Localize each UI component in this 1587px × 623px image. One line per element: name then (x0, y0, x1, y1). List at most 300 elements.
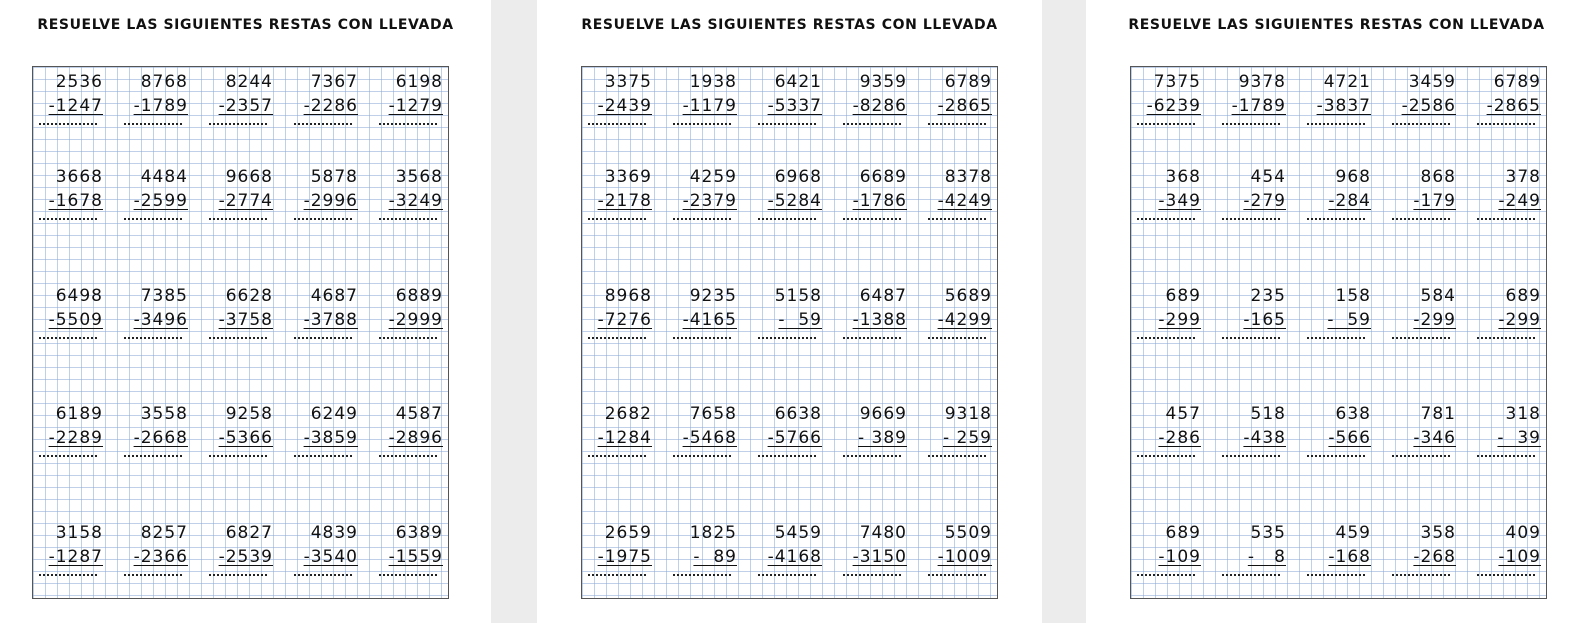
subtraction-problem (1307, 402, 1371, 457)
answer-dotted-line (758, 123, 816, 125)
minuend: 1825 (689, 523, 737, 543)
subtraction-problem (588, 402, 652, 457)
answer-dotted-line (209, 218, 267, 220)
subtrahend: - 8 (1247, 547, 1286, 567)
subtrahend: -168 (1328, 547, 1371, 567)
subtraction-problem (1392, 521, 1456, 576)
subtrahend: -2896 (388, 428, 443, 448)
minuend: 535 (1250, 523, 1286, 543)
minuend: 2536 (55, 72, 103, 92)
page-title: RESUELVE LAS SIGUIENTES RESTAS CON LLEVADA (581, 17, 998, 33)
worksheet-page-1 (0, 0, 491, 623)
minuend: 638 (1335, 404, 1371, 424)
answer-dotted-line (39, 337, 97, 339)
subtraction-problem (1392, 284, 1456, 339)
subtrahend: -286 (1158, 428, 1201, 448)
subtraction-problem (209, 402, 273, 457)
subtrahend: - 259 (943, 428, 992, 448)
minuend: 2682 (604, 404, 652, 424)
subtrahend: -179 (1413, 191, 1456, 211)
subtraction-problem (588, 70, 652, 125)
subtraction-problem (39, 284, 103, 339)
subtrahend: -2178 (597, 191, 652, 211)
answer-dotted-line (209, 123, 267, 125)
worksheet-page-3 (1086, 0, 1587, 623)
subtrahend: -3837 (1316, 96, 1371, 116)
answer-dotted-line (294, 574, 352, 576)
minuend: 4587 (395, 404, 443, 424)
answer-dotted-line (294, 455, 352, 457)
subtrahend: -3540 (303, 547, 358, 567)
subtrahend: - 59 (1327, 310, 1371, 330)
subtrahend: -5509 (48, 310, 103, 330)
answer-dotted-line (1137, 218, 1195, 220)
minuend: 9668 (225, 167, 273, 187)
subtrahend: -5284 (767, 191, 822, 211)
subtraction-problem (1222, 402, 1286, 457)
subtraction-problem (294, 165, 358, 220)
minuend: 9359 (859, 72, 907, 92)
subtrahend: -279 (1243, 191, 1286, 211)
answer-dotted-line (673, 574, 731, 576)
answer-dotted-line (294, 337, 352, 339)
answer-dotted-line (1222, 123, 1280, 125)
minuend: 7658 (689, 404, 737, 424)
subtraction-problem (1307, 165, 1371, 220)
minuend: 409 (1505, 523, 1541, 543)
answer-dotted-line (379, 455, 437, 457)
subtraction-problem (379, 70, 443, 125)
subtrahend: -284 (1328, 191, 1371, 211)
answer-dotted-line (39, 218, 97, 220)
subtrahend: -7276 (597, 310, 652, 330)
minuend: 3375 (604, 72, 652, 92)
subtraction-problem (758, 70, 822, 125)
answer-dotted-line (1137, 123, 1195, 125)
answer-dotted-line (758, 337, 816, 339)
minuend: 4484 (140, 167, 188, 187)
subtrahend: -2865 (937, 96, 992, 116)
subtraction-problem (843, 284, 907, 339)
minuend: 6498 (55, 286, 103, 306)
subtraction-problem (758, 284, 822, 339)
minuend: 1938 (689, 72, 737, 92)
subtrahend: -2996 (303, 191, 358, 211)
subtraction-problem (758, 521, 822, 576)
answer-dotted-line (843, 123, 901, 125)
answer-dotted-line (758, 574, 816, 576)
subtraction-problem (124, 521, 188, 576)
minuend: 6638 (774, 404, 822, 424)
minuend: 4259 (689, 167, 737, 187)
subtrahend: -1388 (852, 310, 907, 330)
subtrahend: -1179 (682, 96, 737, 116)
subtrahend: -8286 (852, 96, 907, 116)
answer-dotted-line (843, 337, 901, 339)
minuend: 5459 (774, 523, 822, 543)
minuend: 689 (1505, 286, 1541, 306)
minuend: 689 (1165, 523, 1201, 543)
minuend: 358 (1420, 523, 1456, 543)
answer-dotted-line (39, 123, 97, 125)
answer-dotted-line (673, 455, 731, 457)
minuend: 6198 (395, 72, 443, 92)
subtrahend: -299 (1498, 310, 1541, 330)
subtrahend: -3859 (303, 428, 358, 448)
subtraction-problem (294, 402, 358, 457)
minuend: 689 (1165, 286, 1201, 306)
subtraction-problem (1222, 70, 1286, 125)
minuend: 6389 (395, 523, 443, 543)
subtraction-problem (209, 284, 273, 339)
subtrahend: -165 (1243, 310, 1286, 330)
subtraction-problem (1477, 70, 1541, 125)
minuend: 7375 (1153, 72, 1201, 92)
subtraction-problem (294, 521, 358, 576)
answer-dotted-line (379, 123, 437, 125)
minuend: 8378 (944, 167, 992, 187)
minuend: 3568 (395, 167, 443, 187)
minuend: 6689 (859, 167, 907, 187)
subtrahend: -6239 (1146, 96, 1201, 116)
subtraction-problem (928, 70, 992, 125)
minuend: 5509 (944, 523, 992, 543)
subtraction-problem (1477, 521, 1541, 576)
minuend: 3459 (1408, 72, 1456, 92)
subtrahend: -268 (1413, 547, 1456, 567)
subtraction-problem (1137, 284, 1201, 339)
answer-dotted-line (294, 218, 352, 220)
subtrahend: -5766 (767, 428, 822, 448)
subtrahend: -3496 (133, 310, 188, 330)
minuend: 6789 (944, 72, 992, 92)
subtrahend: - 39 (1497, 428, 1541, 448)
minuend: 6827 (225, 523, 273, 543)
minuend: 378 (1505, 167, 1541, 187)
subtrahend: -5337 (767, 96, 822, 116)
minuend: 4687 (310, 286, 358, 306)
subtrahend: -5366 (218, 428, 273, 448)
subtrahend: -1559 (388, 547, 443, 567)
page-title: RESUELVE LAS SIGUIENTES RESTAS CON LLEVADA (37, 17, 454, 33)
subtraction-problem (758, 402, 822, 457)
answer-dotted-line (843, 455, 901, 457)
answer-dotted-line (294, 123, 352, 125)
answer-dotted-line (1222, 337, 1280, 339)
minuend: 584 (1420, 286, 1456, 306)
answer-dotted-line (1222, 574, 1280, 576)
subtrahend: -1287 (48, 547, 103, 567)
subtraction-problem (379, 284, 443, 339)
answer-dotted-line (379, 218, 437, 220)
subtraction-problem (39, 165, 103, 220)
minuend: 318 (1505, 404, 1541, 424)
minuend: 781 (1420, 404, 1456, 424)
minuend: 6249 (310, 404, 358, 424)
subtraction-problem (1307, 284, 1371, 339)
answer-dotted-line (209, 337, 267, 339)
subtraction-problem (379, 521, 443, 576)
subtrahend: -2586 (1401, 96, 1456, 116)
subtrahend: -3249 (388, 191, 443, 211)
minuend: 457 (1165, 404, 1201, 424)
subtraction-problem (673, 284, 737, 339)
subtrahend: -5468 (682, 428, 737, 448)
minuend: 6789 (1493, 72, 1541, 92)
answer-dotted-line (673, 123, 731, 125)
subtraction-problem (1222, 165, 1286, 220)
minuend: 368 (1165, 167, 1201, 187)
minuend: 5689 (944, 286, 992, 306)
answer-dotted-line (379, 574, 437, 576)
subtrahend: -2774 (218, 191, 273, 211)
minuend: 518 (1250, 404, 1286, 424)
answer-dotted-line (1477, 218, 1535, 220)
subtrahend: - 89 (693, 547, 737, 567)
subtrahend: -4249 (937, 191, 992, 211)
answer-dotted-line (928, 574, 986, 576)
subtrahend: -2379 (682, 191, 737, 211)
answer-dotted-line (928, 218, 986, 220)
minuend: 3369 (604, 167, 652, 187)
subtraction-problem (209, 165, 273, 220)
subtrahend: -1678 (48, 191, 103, 211)
answer-dotted-line (1222, 455, 1280, 457)
minuend: 6421 (774, 72, 822, 92)
subtrahend: -2357 (218, 96, 273, 116)
minuend: 8968 (604, 286, 652, 306)
subtraction-problem (294, 284, 358, 339)
subtrahend: -1789 (1231, 96, 1286, 116)
minuend: 968 (1335, 167, 1371, 187)
answer-dotted-line (1477, 455, 1535, 457)
worksheet-page-2 (537, 0, 1042, 623)
minuend: 7385 (140, 286, 188, 306)
subtraction-problem (1222, 284, 1286, 339)
subtraction-problem (124, 70, 188, 125)
subtrahend: -1975 (597, 547, 652, 567)
answer-dotted-line (124, 574, 182, 576)
minuend: 8257 (140, 523, 188, 543)
subtraction-problem (673, 70, 737, 125)
subtrahend: -299 (1158, 310, 1201, 330)
answer-dotted-line (928, 123, 986, 125)
minuend: 9669 (859, 404, 907, 424)
subtrahend: -349 (1158, 191, 1201, 211)
subtraction-problem (1137, 521, 1201, 576)
minuend: 6889 (395, 286, 443, 306)
minuend: 158 (1335, 286, 1371, 306)
subtrahend: -1786 (852, 191, 907, 211)
answer-dotted-line (758, 218, 816, 220)
subtraction-problem (124, 165, 188, 220)
subtrahend: -299 (1413, 310, 1456, 330)
subtraction-problem (209, 521, 273, 576)
subtraction-problem (379, 402, 443, 457)
subtraction-problem (673, 521, 737, 576)
subtraction-problem (1392, 70, 1456, 125)
minuend: 6628 (225, 286, 273, 306)
answer-dotted-line (1137, 455, 1195, 457)
graph-paper-grid (32, 66, 449, 599)
subtrahend: -1009 (937, 547, 992, 567)
subtrahend: -1789 (133, 96, 188, 116)
subtraction-problem (39, 70, 103, 125)
answer-dotted-line (124, 218, 182, 220)
subtrahend: -438 (1243, 428, 1286, 448)
graph-paper-grid (581, 66, 998, 599)
subtraction-problem (1392, 402, 1456, 457)
answer-dotted-line (928, 455, 986, 457)
subtraction-problem (843, 402, 907, 457)
subtraction-problem (209, 70, 273, 125)
answer-dotted-line (1307, 455, 1365, 457)
minuend: 3158 (55, 523, 103, 543)
answer-dotted-line (758, 455, 816, 457)
answer-dotted-line (209, 455, 267, 457)
subtrahend: -2289 (48, 428, 103, 448)
minuend: 2659 (604, 523, 652, 543)
answer-dotted-line (1392, 218, 1450, 220)
subtrahend: - 59 (778, 310, 822, 330)
subtrahend: -4299 (937, 310, 992, 330)
answer-dotted-line (1392, 337, 1450, 339)
subtrahend: -109 (1158, 547, 1201, 567)
answer-dotted-line (1307, 123, 1365, 125)
minuend: 9378 (1238, 72, 1286, 92)
subtraction-problem (124, 402, 188, 457)
minuend: 6189 (55, 404, 103, 424)
subtraction-problem (843, 521, 907, 576)
subtrahend: -2539 (218, 547, 273, 567)
subtraction-problem (1137, 165, 1201, 220)
minuend: 4839 (310, 523, 358, 543)
answer-dotted-line (209, 574, 267, 576)
answer-dotted-line (1392, 455, 1450, 457)
answer-dotted-line (1477, 123, 1535, 125)
subtrahend: -2366 (133, 547, 188, 567)
subtraction-problem (379, 165, 443, 220)
minuend: 9258 (225, 404, 273, 424)
subtrahend: -4168 (767, 547, 822, 567)
minuend: 6968 (774, 167, 822, 187)
subtrahend: -1284 (597, 428, 652, 448)
subtraction-problem (124, 284, 188, 339)
answer-dotted-line (588, 123, 646, 125)
answer-dotted-line (124, 455, 182, 457)
subtraction-problem (673, 165, 737, 220)
minuend: 9235 (689, 286, 737, 306)
subtraction-problem (928, 402, 992, 457)
subtraction-problem (588, 165, 652, 220)
subtrahend: - 389 (858, 428, 907, 448)
answer-dotted-line (928, 337, 986, 339)
minuend: 7480 (859, 523, 907, 543)
subtrahend: -566 (1328, 428, 1371, 448)
subtraction-problem (928, 284, 992, 339)
subtrahend: -346 (1413, 428, 1456, 448)
subtraction-problem (673, 402, 737, 457)
answer-dotted-line (843, 218, 901, 220)
minuend: 7367 (310, 72, 358, 92)
minuend: 9318 (944, 404, 992, 424)
answer-dotted-line (1307, 337, 1365, 339)
subtraction-problem (1307, 521, 1371, 576)
graph-paper-grid (1130, 66, 1547, 599)
subtraction-problem (39, 402, 103, 457)
subtrahend: -2599 (133, 191, 188, 211)
subtraction-problem (588, 521, 652, 576)
subtrahend: -249 (1498, 191, 1541, 211)
answer-dotted-line (124, 337, 182, 339)
subtraction-problem (1307, 70, 1371, 125)
subtrahend: -3758 (218, 310, 273, 330)
subtraction-problem (588, 284, 652, 339)
answer-dotted-line (843, 574, 901, 576)
subtraction-problem (39, 521, 103, 576)
minuend: 4721 (1323, 72, 1371, 92)
minuend: 8244 (225, 72, 273, 92)
subtraction-problem (928, 521, 992, 576)
subtrahend: -2865 (1486, 96, 1541, 116)
answer-dotted-line (39, 455, 97, 457)
subtrahend: -2439 (597, 96, 652, 116)
answer-dotted-line (1307, 574, 1365, 576)
answer-dotted-line (588, 574, 646, 576)
answer-dotted-line (379, 337, 437, 339)
answer-dotted-line (1222, 218, 1280, 220)
subtraction-problem (1477, 165, 1541, 220)
subtraction-problem (1477, 284, 1541, 339)
answer-dotted-line (1477, 337, 1535, 339)
answer-dotted-line (588, 218, 646, 220)
subtraction-problem (1137, 70, 1201, 125)
minuend: 868 (1420, 167, 1456, 187)
subtraction-problem (843, 70, 907, 125)
answer-dotted-line (1392, 574, 1450, 576)
minuend: 6487 (859, 286, 907, 306)
answer-dotted-line (1137, 574, 1195, 576)
subtraction-problem (758, 165, 822, 220)
subtraction-problem (294, 70, 358, 125)
minuend: 3668 (55, 167, 103, 187)
answer-dotted-line (673, 218, 731, 220)
page-title: RESUELVE LAS SIGUIENTES RESTAS CON LLEVADA (1128, 17, 1545, 33)
subtrahend: -3150 (852, 547, 907, 567)
subtraction-problem (928, 165, 992, 220)
subtraction-problem (1137, 402, 1201, 457)
minuend: 235 (1250, 286, 1286, 306)
answer-dotted-line (588, 337, 646, 339)
answer-dotted-line (39, 574, 97, 576)
subtrahend: -1279 (388, 96, 443, 116)
subtrahend: -1247 (48, 96, 103, 116)
subtraction-problem (1392, 165, 1456, 220)
answer-dotted-line (124, 123, 182, 125)
subtrahend: -2668 (133, 428, 188, 448)
subtrahend: -3788 (303, 310, 358, 330)
minuend: 5878 (310, 167, 358, 187)
minuend: 454 (1250, 167, 1286, 187)
answer-dotted-line (673, 337, 731, 339)
minuend: 5158 (774, 286, 822, 306)
subtrahend: -4165 (682, 310, 737, 330)
answer-dotted-line (1477, 574, 1535, 576)
minuend: 3558 (140, 404, 188, 424)
subtrahend: -109 (1498, 547, 1541, 567)
answer-dotted-line (1307, 218, 1365, 220)
subtraction-problem (1222, 521, 1286, 576)
